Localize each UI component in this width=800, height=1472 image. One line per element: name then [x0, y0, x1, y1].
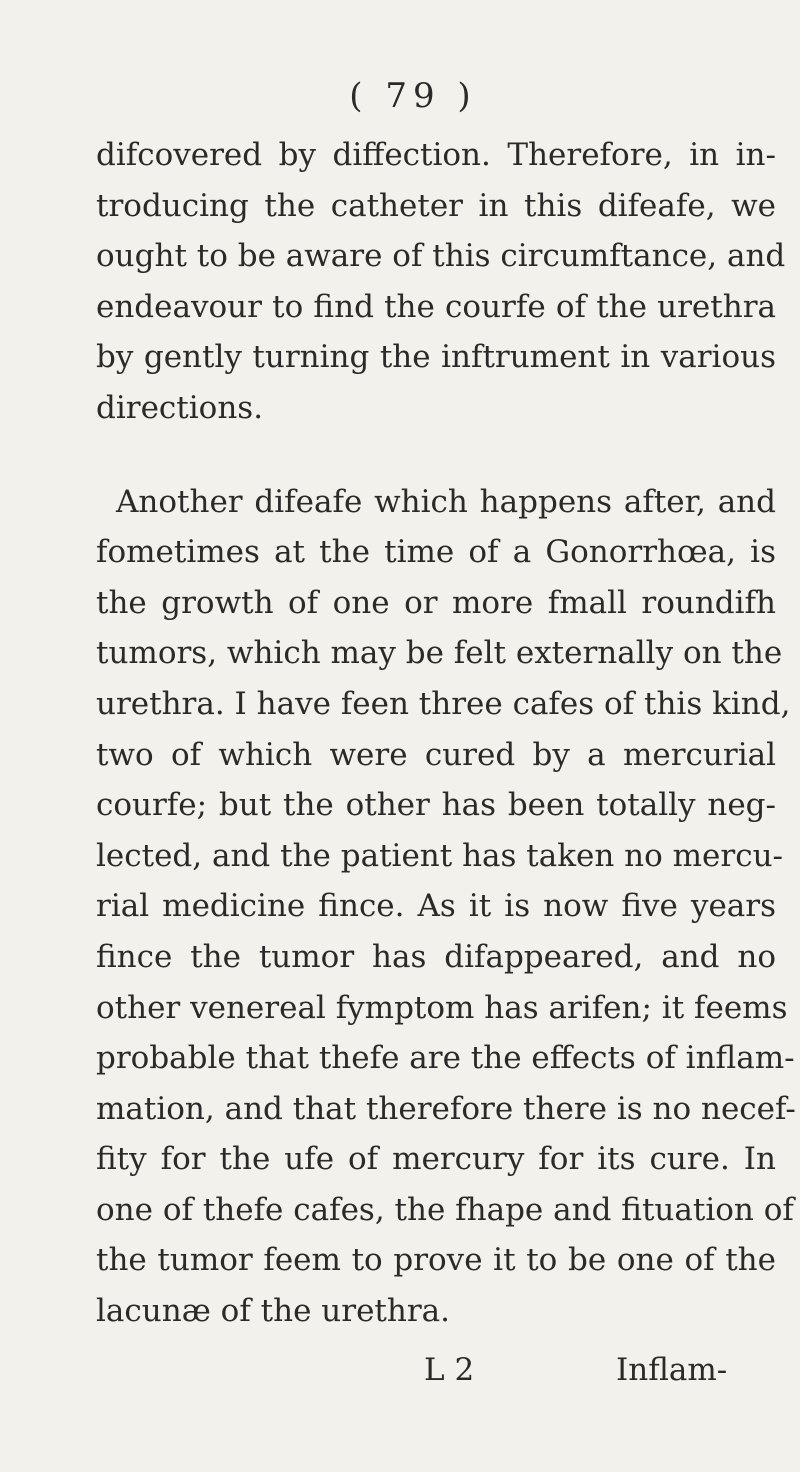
paragraph [96, 130, 786, 434]
page-number-text: ( 79 ) [349, 76, 477, 116]
text-line: Another difeafe which happens after, and [116, 483, 776, 520]
text-line: the tumor feem to prove it to be one of the [96, 1242, 776, 1279]
text-line: urethra. I have feen three cafes of this kind, [96, 685, 791, 722]
text-line: fince the tumor has difappeared, and no [96, 938, 776, 975]
signature-mark: L 2 [424, 1352, 475, 1388]
body-text [96, 130, 796, 1337]
catchword: Inflam- [616, 1352, 728, 1388]
text-line: probable that thefe are the effects of inflam- [96, 1040, 795, 1077]
text-line: fometimes at the time of a Gonorrhœa, is [96, 534, 776, 571]
text-line: rial medicine fince. As it is now five years [96, 888, 776, 925]
text-line: troducing the catheter in this difeafe, we [96, 187, 776, 224]
text-line: mation, and that therefore there is no necef- [96, 1090, 796, 1127]
text-line: lected, and the patient has taken no mercu- [96, 837, 784, 874]
text-line: directions. [96, 389, 264, 426]
text-line: one of thefe cafes, the fhape and fituation of [96, 1191, 794, 1228]
text-line: two of which were cured by a mercurial [96, 736, 776, 773]
text-line: fity for the ufe of mercury for its cure. In [96, 1141, 776, 1178]
text-line: lacunæ of the urethra. [96, 1293, 451, 1330]
paragraph-gap [96, 434, 776, 477]
text-line: tumors, which may be felt externally on the [96, 635, 783, 672]
text-line: by gently turning the inftrument in various [96, 339, 776, 376]
text-line: ought to be aware of this circumftance, and [96, 238, 786, 275]
text-line: courfe; but the other has been totally neg- [96, 787, 776, 824]
page-number [0, 76, 800, 116]
page-footer [0, 1352, 800, 1402]
text-line: other venereal fymptom has arifen; it feems [96, 989, 788, 1026]
text-line: the growth of one or more fmall roundifh [96, 584, 776, 621]
text-line: endeavour to find the courfe of the urethra [96, 288, 776, 325]
text-line: difcovered by diffection. Therefore, in in- [96, 137, 776, 173]
paragraph [96, 477, 796, 1337]
